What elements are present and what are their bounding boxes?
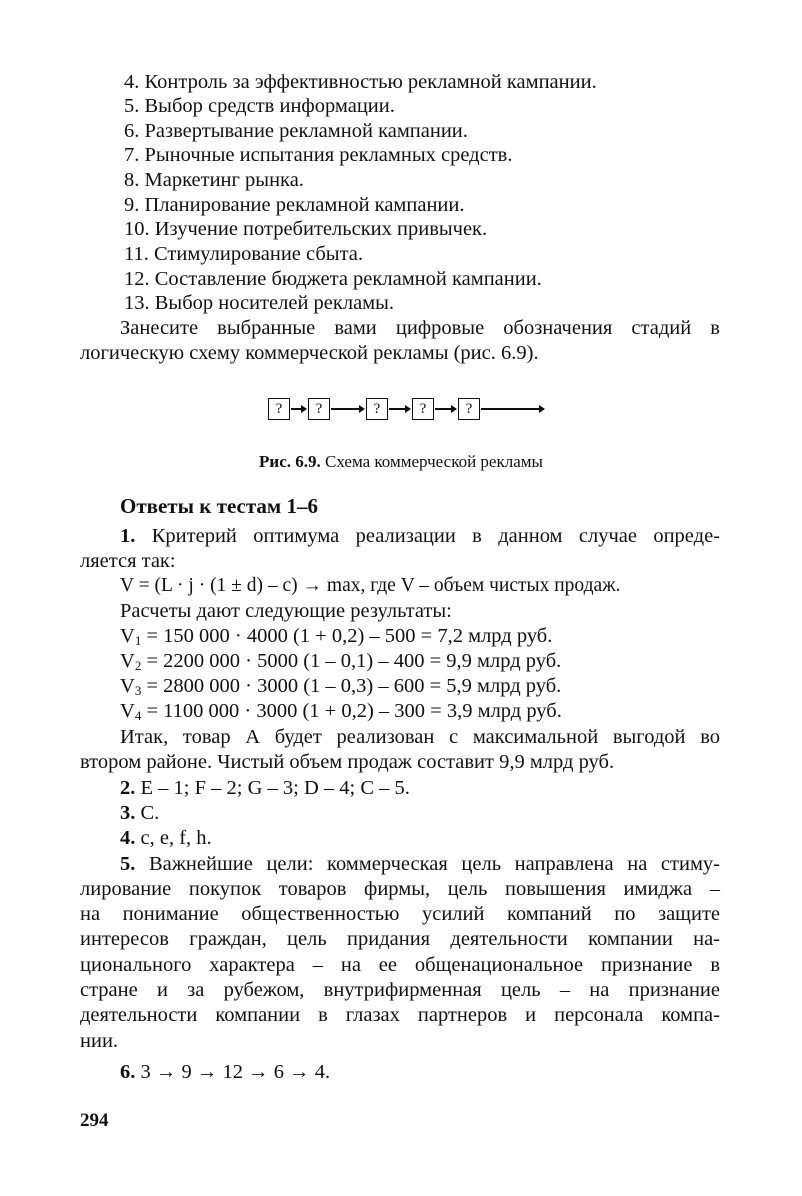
list-item: 10. Изучение потребительских привычек. — [124, 218, 488, 240]
arrow-icon — [481, 408, 543, 410]
calc-line: $V_2 = 2200$ 000 · 5000 (1 – 0,1) – 400 = 9,9 млрд руб. — [120, 650, 562, 673]
instruction-line: Занесите выбранные вами цифровые обозначения стадий в — [120, 317, 720, 339]
answer-text: C. — [135, 802, 160, 824]
scheme-box: ? — [458, 398, 480, 420]
instruction-line: логическую схему коммерческой рекламы (рис. 6.9). — [80, 342, 539, 364]
answer-number: 3. — [120, 802, 136, 824]
scheme-box: ? — [366, 398, 388, 420]
answer-number: 2. — [120, 777, 136, 799]
answer-5-line: ционального характера – на ее общенациональное признание в — [80, 954, 720, 976]
answer-text: Критерий оптимума реализации в данном случае опреде- — [135, 525, 720, 547]
arrow-icon — [435, 408, 455, 410]
list-item: 12. Составление бюджета рекламной кампании. — [124, 268, 542, 290]
answer-5-line: интересов граждан, цель придания деятельности компании на- — [80, 928, 720, 950]
answer-5-line: нии. — [80, 1030, 119, 1052]
calc-sub: 1 — [134, 633, 142, 648]
optimum-formula: V = (L · j · (1 ± d) – c) → max, где V – объем чистых продаж. — [120, 575, 621, 596]
list-item: 4. Контроль за эффективностью рекламной кампании. — [124, 71, 597, 93]
calc-line: $V_1 = 150$ 000 · 4000 (1 + 0,2) – 500 = 7,2 млрд руб. — [120, 625, 553, 648]
answer-1-line: ляется так: — [80, 550, 176, 572]
answer-number: 5. — [120, 853, 136, 875]
answer-text: c, e, f, h. — [135, 827, 212, 849]
arrow-icon — [389, 408, 409, 410]
page-number: 294 — [80, 1110, 109, 1131]
list-item: 5. Выбор средств информации. — [124, 95, 395, 117]
answer-1-line — [120, 524, 720, 548]
results-intro: Расчеты дают следующие результаты: — [120, 600, 452, 622]
commercial-ad-scheme — [268, 398, 558, 422]
arrow-icon — [331, 408, 363, 410]
answer-number: 1. — [120, 525, 136, 547]
answer-5-line: на понимание общественностью усилий компаний по защите — [80, 903, 720, 925]
answers-heading: Ответы к тестам 1–6 — [120, 494, 318, 518]
answer-5-line — [120, 852, 720, 876]
answer-4 — [120, 826, 212, 850]
answer-3 — [120, 801, 159, 825]
list-item: 8. Маркетинг рынка. — [124, 169, 304, 191]
answer-5-line: стране и за рубежом, внутрифирменная цель – на признание — [80, 979, 720, 1001]
answer-text: E – 1; F – 2; G – 3; D – 4; C – 5. — [135, 777, 410, 799]
figure-label: Рис. 6.9. — [259, 452, 321, 471]
answer-5-line: деятельности компании в глазах партнеров и персонала компа- — [80, 1004, 720, 1026]
calc-sub: 4 — [134, 708, 142, 723]
calc-sub: 2 — [134, 658, 142, 673]
figure-caption — [0, 452, 802, 472]
list-item: 11. Стимулирование сбыта. — [124, 243, 364, 265]
scheme-box: ? — [268, 398, 290, 420]
list-item: 7. Рыночные испытания рекламных средств. — [124, 144, 513, 166]
conclusion-line: втором районе. Чистый объем продаж составит 9,9 млрд руб. — [80, 751, 615, 773]
answer-number: 4. — [120, 827, 136, 849]
arrow-icon — [291, 408, 305, 410]
calc-text: = 2200 000 · 5000 (1 – 0,1) – 400 = 9,9 млрд руб. — [141, 650, 562, 672]
calc-line: $V_3 = 2800$ 000 · 3000 (1 – 0,3) – 600 = 5,9 млрд руб. — [120, 675, 562, 698]
answer-2 — [120, 776, 410, 800]
calc-line: $V_4 = 1100$ 000 · 3000 (1 + 0,2) – 300 = 3,9 млрд руб. — [120, 700, 562, 723]
list-item: 9. Планирование рекламной кампании. — [124, 194, 465, 216]
calc-text: = 2800 000 · 3000 (1 – 0,3) – 600 = 5,9 млрд руб. — [141, 675, 562, 697]
answer-6 — [120, 1060, 330, 1084]
answer-text: Важнейшие цели: коммерческая цель направлена на стиму- — [135, 853, 720, 875]
calc-sub: 3 — [134, 683, 142, 698]
list-item: 13. Выбор носителей рекламы. — [124, 292, 395, 314]
conclusion-line: Итак, товар А будет реализован с максимальной выгодой во — [120, 726, 720, 748]
figure-title: Схема коммерческой рекламы — [320, 452, 543, 471]
scheme-box: ? — [412, 398, 434, 420]
answer-text: 3 → 9 → 12 → 6 → 4. — [135, 1061, 331, 1083]
list-item: 6. Развертывание рекламной кампании. — [124, 120, 468, 142]
scheme-box: ? — [308, 398, 330, 420]
calc-text: = 150 000 · 4000 (1 + 0,2) – 500 = 7,2 млрд руб. — [141, 625, 553, 647]
answer-5-line: лирование покупок товаров фирмы, цель повышения имиджа – — [80, 878, 720, 900]
answer-number: 6. — [120, 1061, 136, 1083]
calc-text: = 1100 000 · 3000 (1 + 0,2) – 300 = 3,9 млрд руб. — [141, 700, 562, 722]
